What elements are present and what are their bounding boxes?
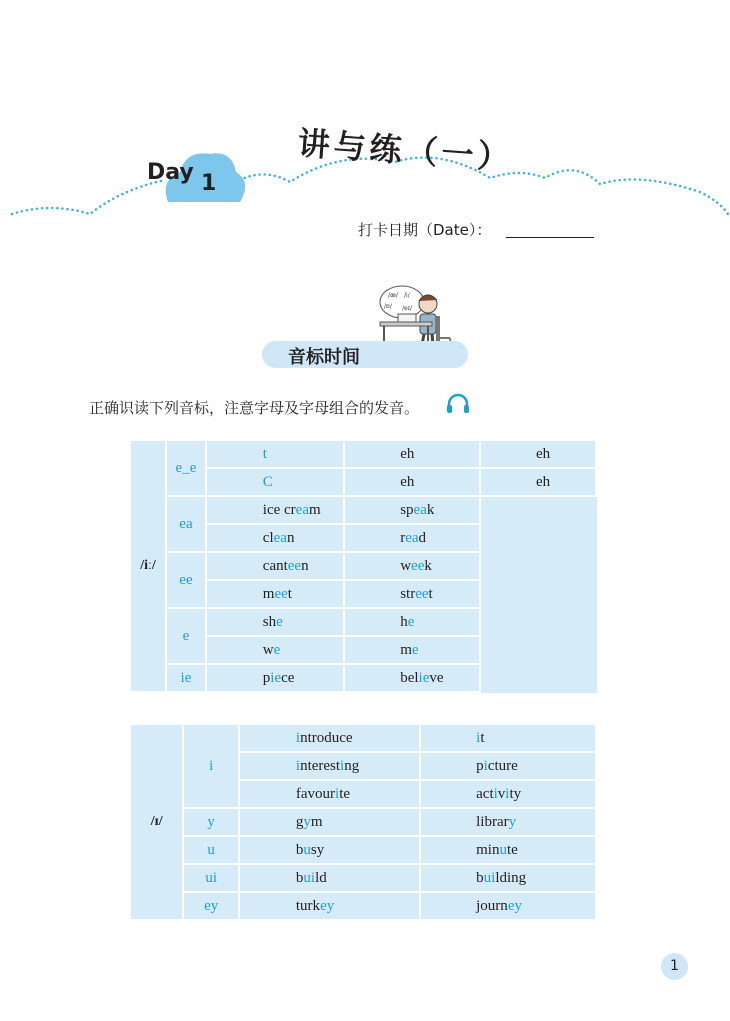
section-title: 音标时间	[288, 347, 360, 368]
highlighted-letters: y	[303, 813, 311, 830]
highlighted-letters: t	[262, 445, 267, 462]
word-part: h	[406, 473, 415, 490]
example-word	[420, 724, 596, 752]
highlighted-letters: i	[493, 785, 498, 802]
highlighted-letters: i	[295, 729, 301, 746]
example-word	[206, 580, 344, 608]
highlighted-letters: C	[262, 473, 273, 490]
word-part: turk	[295, 897, 321, 914]
word-part: h	[400, 613, 408, 630]
word-part: t	[428, 585, 433, 602]
highlighted-letters: ey	[507, 897, 522, 914]
date-blank-line[interactable]	[506, 237, 594, 238]
word-part: b	[295, 841, 304, 858]
highlighted-letters: e	[407, 613, 415, 630]
example-word	[206, 664, 344, 692]
day-label: Day	[147, 160, 194, 185]
word-part: w	[400, 557, 412, 574]
highlighted-letters: ea	[405, 529, 419, 546]
table-row	[130, 724, 596, 752]
word-part: b	[295, 869, 304, 886]
word-part: k	[424, 557, 432, 574]
example-word	[344, 440, 480, 468]
word-part: str	[400, 585, 416, 602]
example-word	[239, 724, 420, 752]
word-part: te	[339, 785, 351, 802]
word-part: sp	[400, 501, 414, 518]
page-number: 1	[661, 953, 688, 980]
highlighted-letters: e	[276, 613, 283, 630]
svg-text:/i/: /i/	[404, 292, 410, 299]
letter-pattern: ea	[166, 496, 206, 552]
letter-pattern: u	[183, 836, 238, 864]
word-part: journ	[476, 897, 508, 914]
word-part: librar	[476, 813, 509, 830]
example-word	[344, 552, 480, 580]
svg-text:/ɒ/: /ɒ/	[384, 303, 392, 310]
table-row	[130, 664, 596, 692]
example-word	[206, 608, 344, 636]
highlighted-letters: ie	[418, 669, 430, 686]
table-row	[130, 864, 596, 892]
word-part: cture	[487, 757, 518, 774]
example-word	[239, 780, 420, 808]
highlighted-letters: i	[340, 757, 345, 774]
word-part: p	[262, 669, 271, 686]
highlighted-letters: ee	[274, 585, 288, 602]
word-part: bel	[400, 669, 419, 686]
word-part: e	[535, 473, 543, 490]
word-part: ce	[281, 669, 295, 686]
highlighted-letters: i	[335, 785, 340, 802]
highlighted-letters: y	[508, 813, 517, 830]
word-part: n	[286, 529, 295, 546]
word-part: m	[310, 813, 323, 830]
highlighted-letters: u	[499, 841, 507, 858]
example-word	[206, 496, 344, 524]
word-part: v	[497, 785, 506, 802]
example-word	[344, 608, 480, 636]
letter-pattern: ie	[166, 664, 206, 692]
letter-pattern: ey	[183, 892, 238, 920]
example-word	[206, 468, 344, 496]
highlighted-letters: ie	[270, 669, 282, 686]
word-part: favour	[295, 785, 336, 802]
example-word	[344, 468, 480, 496]
word-part: m	[309, 501, 321, 518]
example-word	[480, 468, 596, 496]
word-part: sy	[310, 841, 325, 858]
example-word	[420, 892, 596, 920]
example-word	[420, 864, 596, 892]
highlighted-letters: i	[476, 729, 481, 746]
word-part: cant	[262, 557, 288, 574]
highlighted-letters: i	[295, 757, 301, 774]
table-row	[130, 552, 596, 580]
example-word	[420, 752, 596, 780]
day-number: 1	[201, 171, 217, 196]
word-part: g	[295, 813, 304, 830]
phonics-table-long-ee	[129, 439, 597, 693]
highlighted-letters: ee	[411, 557, 425, 574]
word-part: nterest	[300, 757, 341, 774]
instruction-text: 正确识读下列音标，注意字母及字母组合的发音。	[89, 399, 420, 417]
table-row	[130, 892, 596, 920]
example-word	[206, 440, 344, 468]
example-word	[420, 808, 596, 836]
example-word	[239, 864, 420, 892]
example-word	[344, 524, 480, 552]
word-part: cl	[262, 529, 274, 546]
example-word	[239, 892, 420, 920]
word-part: lding	[495, 869, 527, 886]
word-part: ty	[509, 785, 522, 802]
word-part: ve	[429, 669, 444, 686]
word-part: n	[301, 557, 309, 574]
example-word	[344, 664, 480, 692]
word-part: b	[476, 869, 484, 886]
headphones-icon[interactable]	[446, 393, 470, 415]
word-part: h	[406, 445, 415, 462]
word-part: e	[400, 445, 407, 462]
example-word	[344, 636, 480, 664]
word-part: ng	[344, 757, 360, 774]
example-word	[206, 524, 344, 552]
word-part: h	[542, 473, 551, 490]
highlighted-letters: ui	[303, 869, 316, 886]
letter-pattern: y	[183, 808, 238, 836]
word-part: e	[400, 473, 407, 490]
word-part: e	[535, 445, 543, 462]
letter-pattern: e_e	[166, 440, 206, 496]
word-part: t	[480, 729, 485, 746]
highlighted-letters: u	[303, 841, 311, 858]
highlighted-letters: i	[483, 757, 488, 774]
highlighted-letters: e	[411, 641, 419, 658]
word-part: m	[262, 585, 275, 602]
highlighted-letters: ea	[295, 501, 309, 518]
word-part: h	[542, 445, 551, 462]
highlighted-letters: ey	[320, 897, 335, 914]
word-part: act	[476, 785, 494, 802]
highlighted-letters: ee	[287, 557, 302, 574]
example-word	[420, 836, 596, 864]
word-part: d	[418, 529, 427, 546]
svg-text:/æ/: /æ/	[388, 292, 398, 299]
word-part: sh	[262, 613, 277, 630]
example-word	[420, 780, 596, 808]
table-row	[130, 836, 596, 864]
phonetic-symbol: /ɪ/	[130, 724, 183, 920]
page-title: 讲与练（一）	[296, 124, 515, 178]
svg-text:/eɪ/: /eɪ/	[402, 305, 412, 312]
letter-pattern: e	[166, 608, 206, 664]
example-word	[344, 496, 480, 524]
example-word	[239, 836, 420, 864]
table-row	[130, 808, 596, 836]
check-in-date-label: 打卡日期（Date）：	[358, 221, 492, 239]
highlighted-letters: i	[505, 785, 510, 802]
table-row	[130, 496, 596, 524]
letter-pattern: ui	[183, 864, 238, 892]
example-word	[239, 752, 420, 780]
word-part: r	[400, 529, 406, 546]
highlighted-letters: ui	[483, 869, 496, 886]
highlighted-letters: ea	[413, 501, 427, 518]
word-part: w	[262, 641, 274, 658]
highlighted-letters: ea	[273, 529, 287, 546]
word-part: t	[287, 585, 292, 602]
word-part: ntroduce	[300, 729, 353, 746]
highlighted-letters: ee	[415, 585, 429, 602]
example-word	[239, 808, 420, 836]
word-part: ld	[315, 869, 327, 886]
example-word	[206, 552, 344, 580]
phonetic-symbol: /iː/	[130, 440, 166, 692]
example-word	[480, 440, 596, 468]
word-part: te	[506, 841, 518, 858]
highlighted-letters: e	[273, 641, 281, 658]
example-word	[206, 636, 344, 664]
letter-pattern: i	[183, 724, 238, 808]
word-part: min	[476, 841, 500, 858]
phonics-table-short-i	[129, 723, 597, 921]
letter-pattern: ee	[166, 552, 206, 608]
example-word	[344, 580, 480, 608]
word-part: ice cr	[262, 501, 296, 518]
table-row	[130, 440, 596, 468]
word-part: p	[476, 757, 484, 774]
table-row	[130, 608, 596, 636]
word-part: m	[400, 641, 412, 658]
word-part: k	[426, 501, 435, 518]
